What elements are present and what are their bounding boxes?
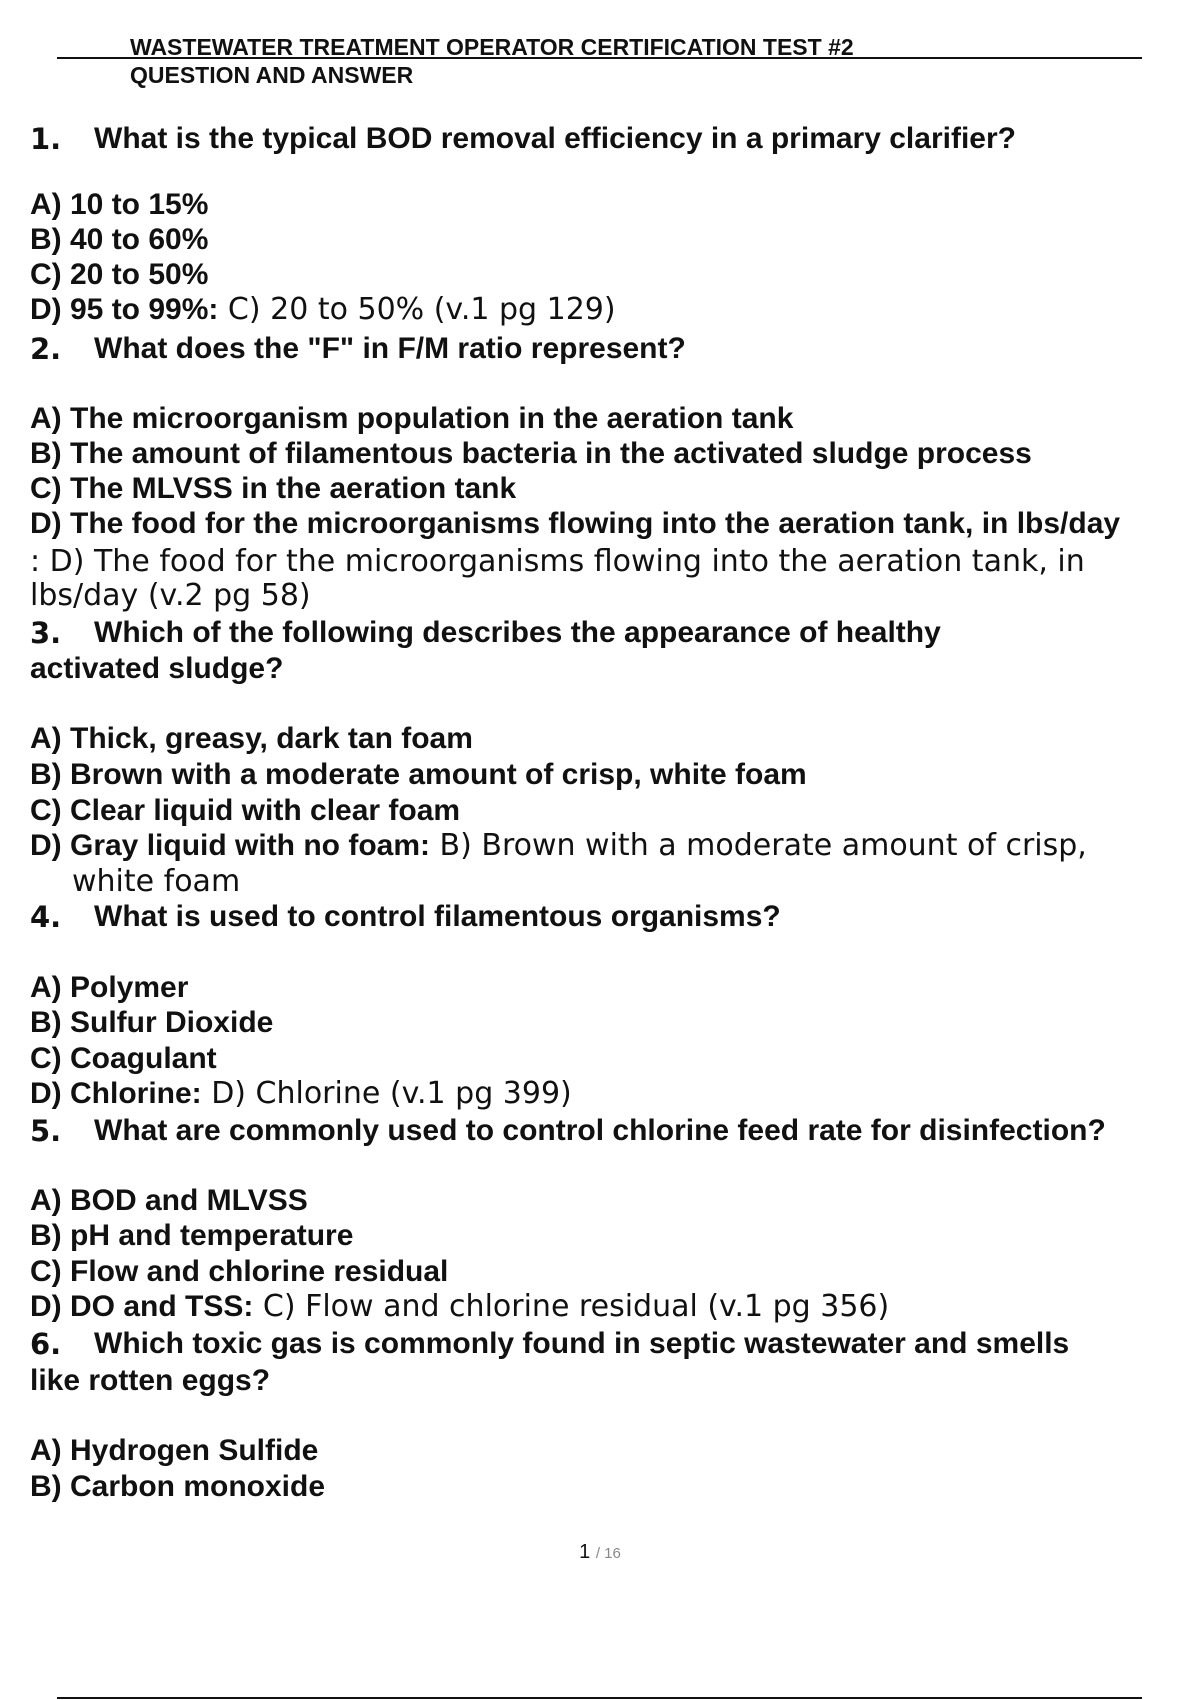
- question-text: What is used to control filamentous organisms?: [94, 900, 781, 933]
- answer-text: C) Flow and chlorine residual (v.1 pg 356): [253, 1289, 890, 1324]
- option-b: B) Carbon monoxide: [30, 1470, 326, 1503]
- option-b: B) Brown with a moderate amount of crisp, white foam: [30, 758, 807, 791]
- option-a: A) Thick, greasy, dark tan foam: [30, 722, 473, 755]
- option-c: C) Clear liquid with clear foam: [30, 794, 461, 827]
- page-total: / 16: [595, 1545, 621, 1562]
- option-b: B) The amount of filamentous bacteria in the activated sludge process: [30, 437, 1032, 470]
- question-number: 6.: [30, 1327, 62, 1361]
- option-b: B) Sulfur Dioxide: [30, 1006, 274, 1039]
- question-number: 1.: [30, 122, 62, 156]
- question-text-continued: like rotten eggs?: [30, 1364, 271, 1397]
- option-b: B) pH and temperature: [30, 1219, 354, 1252]
- question-number: 2.: [30, 332, 62, 366]
- document-title: WASTEWATER TREATMENT OPERATOR CERTIFICATION TEST #2: [130, 34, 854, 60]
- footer-rule: [57, 1697, 1142, 1699]
- option-c: C) 20 to 50%: [30, 258, 209, 291]
- question-text-continued: activated sludge?: [30, 652, 284, 685]
- question-number: 3.: [30, 616, 62, 650]
- answer-text: C) 20 to 50% (v.1 pg 129): [218, 292, 616, 327]
- option-a: A) The microorganism population in the aeration tank: [30, 402, 794, 435]
- question-text: What are commonly used to control chlorine feed rate for disinfection?: [94, 1114, 1106, 1147]
- answer-text: : D) The food for the microorganisms flowing into the aeration tank, in: [30, 544, 1085, 579]
- answer-text: D) Chlorine (v.1 pg 399): [201, 1076, 572, 1111]
- page-number: [0, 1540, 1200, 1566]
- answer-text-continued: lbs/day (v.2 pg 58): [30, 578, 311, 613]
- option-d: D) The food for the microorganisms flowing into the aeration tank, in lbs/day: [30, 507, 1121, 540]
- option-d: [30, 1289, 889, 1325]
- option-c: C) The MLVSS in the aeration tank: [30, 472, 517, 505]
- option-d-label: D) 95 to 99%:: [30, 293, 219, 326]
- option-c: C) Coagulant: [30, 1042, 217, 1075]
- option-d: [30, 1076, 572, 1112]
- answer-text: B) Brown with a moderate amount of crisp,: [430, 828, 1087, 863]
- page-current: 1: [579, 1541, 591, 1563]
- question-text: Which of the following describes the appearance of healthy: [94, 616, 941, 649]
- option-a: A) Hydrogen Sulfide: [30, 1434, 319, 1467]
- option-d: [30, 292, 616, 328]
- option-d-label: D) Gray liquid with no foam:: [30, 829, 430, 862]
- question-text: What is the typical BOD removal efficiency in a primary clarifier?: [94, 122, 1016, 155]
- option-a: A) Polymer: [30, 971, 189, 1004]
- document-subtitle: QUESTION AND ANSWER: [130, 62, 414, 88]
- option-a: A) 10 to 15%: [30, 188, 209, 221]
- question-number: 4.: [30, 900, 62, 934]
- question-number: 5.: [30, 1114, 62, 1148]
- question-text: Which toxic gas is commonly found in septic wastewater and smells: [94, 1327, 1070, 1360]
- option-c: C) Flow and chlorine residual: [30, 1255, 449, 1288]
- option-d-label: D) DO and TSS:: [30, 1290, 254, 1323]
- option-a: A) BOD and MLVSS: [30, 1184, 308, 1217]
- option-b: B) 40 to 60%: [30, 223, 209, 256]
- answer-text-continued: white foam: [72, 864, 241, 899]
- option-d: [30, 828, 1087, 864]
- option-d-label: D) Chlorine:: [30, 1077, 202, 1110]
- question-text: What does the "F" in F/M ratio represent?: [94, 332, 686, 365]
